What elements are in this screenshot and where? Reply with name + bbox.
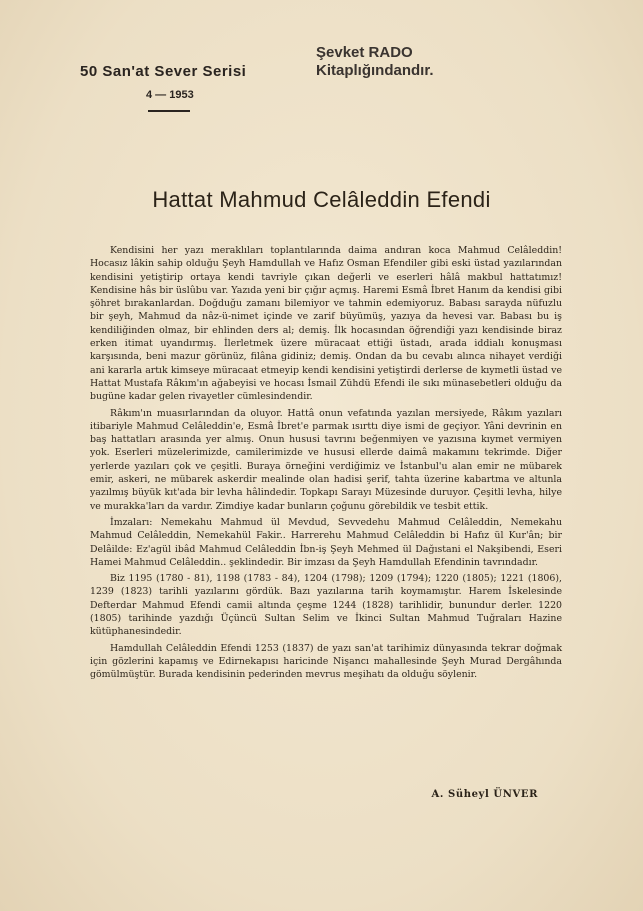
paragraph: İmzaları: Nemekahu Mahmud ül Mevdud, Sevvedehu Mahmud Celâleddin, Nemekahu Mahmud Celâleddin, Nemekahül Fakir.. Harrerehu Mahmud Celâleddin bi Hafız ül Kur'ân; bir Delâilde: Ez'agül ibâd Mahmud Celâleddin İbn-iş Şeyh Mehmed ül Dağıstani el Nakşibendi, Eseri Hamei Mahmud Celâleddin.. şeklindedir. Bir imzası da Şeyh Hamdullah Efendinin tavrındadır. (90, 516, 562, 568)
paragraph: Râkım'ın muasırlarından da oluyor. Hattâ onun vefatında yazılan mersiyede, Râkım yazıları itibariyle Mahmud Celâleddin'e, Esmâ İbret'e parmak ısırttı diye ismi de geçiyor. Yâni devrinin en baş hattatları arasında yer almış. Onun hususi tavrını beğenmiyen ve yazısına kıymet vermiyen yok. Eserleri müzelerimizde, camilerimizde ve hususi ellerde daimâ makamını tekrimde. Diğer yerlerde yazıları çok ve çeşitli. Buraya örneğini verdiğimiz ve İstanbul'u alan emir ne mübarek emir, askeri, ne mübarek askerdir mealinde olan hadisi şerif, tahta üzerine kabartma ve altunla yazılmış büyük kıt'ada bir levha hâlindedir. Topkapı Sarayı Müzesinde duruyor. Çeşitli levha, hilye ve murakka'ları da vardır. Zimdiye kadar bunların çoğunu görebildik ve tesbit ettik. (90, 407, 562, 512)
article-body (90, 244, 562, 685)
series-label: 50 San'at Sever Serisi (80, 63, 247, 80)
paragraph: Kendisini her yazı meraklıları toplantılarında daima andıran koca Mahmud Celâleddin! Hocasız lâkin sahip olduğu Şeyh Hamdullah ve Hafız Osman Efendiler gibi eski üstad yazılarından kendisini yetiştirip ortaya kendi tavriyle çıkan değerli ve eserleri hâlâ makbul hattatımız! Kendisine hâs bir üslûbu var. Yazıda yeni bir çığır açmış. Haremi Esmâ İbret Hanım da kendisi gibi şöhret bırakanlardan. Doğduğu zamanı bilemiyor ve tahmin edemiyoruz. Babası sarayda nüfuzlu bir şeyh, Mahmud da nâz-ü-nimet içinde ve zarif büyümüş, yazıya da hevesi var. Babası bu iş kendiliğinden olmaz, bir ehlinden ders al; demiş. İlk hocasından öğrendiği yazı kendisinde biraz erken itimat uyandırmış. İlerletmek üzere müracaat ettiği üstadı, arada iddialı konuşması karşısında, beni mazur görünüz, filâna gidiniz; demiş. Ondan da bu cevabı alınca nihayet verdiği ani kararla artık kimseye müracaat etmeyip kendi kendisini yetiştirdi derlerse de kıymetli üstad ve Hattat Mustafa Râkım'ın ağabeyisi ve hocası İsmail Zühdü Efendi ile sıkı münasebetleri olduğu da bugüne kadar gelen rivayetler cümlesindendir. (90, 245, 562, 403)
header-rule (148, 110, 190, 112)
page-title: Hattat Mahmud Celâleddin Efendi (152, 187, 491, 212)
paragraph: Hamdullah Celâleddin Efendi 1253 (1837) de yazı san'at tarihimiz dünyasında tekrar doğmak için gözlerini kapamış ve Edirnekapısı haricinde Nişancı mahallesinde Şeyh Murad Dergâhında gömülmüştür. Burada kendisinin pederinden mevrus meşihatı da olduğu söylenir. (90, 642, 562, 681)
stamp-line-1: Şevket RADO (316, 44, 413, 61)
author-signature: A. Süheyl ÜNVER (431, 789, 538, 800)
paragraph: Biz 1195 (1780 - 81), 1198 (1783 - 84), 1204 (1798); 1209 (1794); 1220 (1805); 1221 (1806), 1239 (1823) tarihli yazılarını gördük. Bazı yazılarına tarih koymamıştır. Harem İskelesinde Defterdar Mahmud Efendi camii altında çeşme 1244 (1828) tarihlidir, bunundur derler. 1220 (1805) tarihinde yazdığı Üçüncü Sultan Selim ve İkinci Sultan Mahmud Tuğraları Hazine kütüphanesindedir. (90, 573, 562, 638)
issue-number: 4 — 1953 (146, 89, 194, 101)
library-stamp (316, 44, 434, 80)
stamp-line-2: Kitaplığındandır. (316, 62, 434, 79)
